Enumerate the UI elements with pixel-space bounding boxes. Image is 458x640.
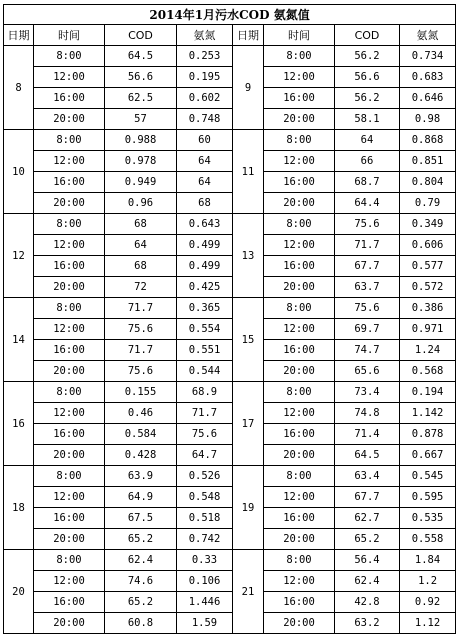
time-cell: 16:00 bbox=[34, 256, 105, 277]
time-cell: 8:00 bbox=[34, 298, 105, 319]
day-cell: 18 bbox=[4, 466, 34, 550]
time-cell: 8:00 bbox=[34, 382, 105, 403]
table-row bbox=[4, 508, 456, 529]
time-cell: 20:00 bbox=[34, 109, 105, 130]
ammonia-cell: 64.7 bbox=[177, 445, 233, 466]
table-row bbox=[4, 235, 456, 256]
ammonia-cell: 0.195 bbox=[177, 67, 233, 88]
header-time-2: 时间 bbox=[264, 25, 335, 46]
ammonia-cell: 0.878 bbox=[400, 424, 456, 445]
cod-cell: 71.7 bbox=[105, 298, 177, 319]
time-cell: 20:00 bbox=[264, 109, 335, 130]
time-cell: 12:00 bbox=[34, 151, 105, 172]
time-cell: 8:00 bbox=[264, 466, 335, 487]
time-cell: 8:00 bbox=[34, 130, 105, 151]
header-cod-2: COD bbox=[335, 25, 400, 46]
cod-cell: 67.7 bbox=[335, 487, 400, 508]
day-cell: 20 bbox=[4, 550, 34, 634]
ammonia-cell: 0.558 bbox=[400, 529, 456, 550]
time-cell: 16:00 bbox=[34, 508, 105, 529]
ammonia-cell: 0.572 bbox=[400, 277, 456, 298]
ammonia-cell: 1.142 bbox=[400, 403, 456, 424]
day-cell: 13 bbox=[233, 214, 264, 298]
cod-cell: 64 bbox=[105, 235, 177, 256]
cod-cell: 63.7 bbox=[335, 277, 400, 298]
cod-cell: 58.1 bbox=[335, 109, 400, 130]
table-title: 2014年1月污水COD 氨氮值 bbox=[4, 5, 456, 25]
ammonia-cell: 0.499 bbox=[177, 235, 233, 256]
time-cell: 16:00 bbox=[34, 172, 105, 193]
cod-cell: 67.5 bbox=[105, 508, 177, 529]
cod-cell: 64.5 bbox=[335, 445, 400, 466]
time-cell: 12:00 bbox=[264, 403, 335, 424]
cod-cell: 71.7 bbox=[105, 340, 177, 361]
ammonia-cell: 1.59 bbox=[177, 613, 233, 634]
time-cell: 12:00 bbox=[264, 319, 335, 340]
cod-cell: 56.6 bbox=[105, 67, 177, 88]
time-cell: 20:00 bbox=[34, 193, 105, 214]
time-cell: 20:00 bbox=[34, 613, 105, 634]
table-row bbox=[4, 319, 456, 340]
time-cell: 12:00 bbox=[264, 67, 335, 88]
ammonia-cell: 0.804 bbox=[400, 172, 456, 193]
time-cell: 12:00 bbox=[264, 571, 335, 592]
cod-cell: 0.46 bbox=[105, 403, 177, 424]
cod-cell: 74.6 bbox=[105, 571, 177, 592]
time-cell: 12:00 bbox=[34, 67, 105, 88]
cod-cell: 63.2 bbox=[335, 613, 400, 634]
time-cell: 12:00 bbox=[264, 235, 335, 256]
cod-cell: 56.2 bbox=[335, 46, 400, 67]
table-row bbox=[4, 403, 456, 424]
header-date-2: 日期 bbox=[233, 25, 264, 46]
day-cell: 21 bbox=[233, 550, 264, 634]
table-row bbox=[4, 424, 456, 445]
cod-cell: 75.6 bbox=[335, 214, 400, 235]
day-cell: 14 bbox=[4, 298, 34, 382]
time-cell: 8:00 bbox=[34, 466, 105, 487]
cod-cell: 68 bbox=[105, 256, 177, 277]
ammonia-cell: 0.425 bbox=[177, 277, 233, 298]
time-cell: 8:00 bbox=[264, 550, 335, 571]
table-row bbox=[4, 340, 456, 361]
time-cell: 8:00 bbox=[264, 46, 335, 67]
time-cell: 20:00 bbox=[34, 277, 105, 298]
table-row bbox=[4, 571, 456, 592]
ammonia-cell: 1.84 bbox=[400, 550, 456, 571]
time-cell: 20:00 bbox=[34, 529, 105, 550]
table-row bbox=[4, 487, 456, 508]
cod-cell: 62.4 bbox=[335, 571, 400, 592]
ammonia-cell: 0.79 bbox=[400, 193, 456, 214]
data-table bbox=[3, 4, 456, 634]
time-cell: 16:00 bbox=[34, 592, 105, 613]
ammonia-cell: 0.646 bbox=[400, 88, 456, 109]
cod-cell: 65.2 bbox=[105, 529, 177, 550]
ammonia-cell: 0.253 bbox=[177, 46, 233, 67]
time-cell: 20:00 bbox=[264, 445, 335, 466]
cod-cell: 69.7 bbox=[335, 319, 400, 340]
cod-cell: 68.7 bbox=[335, 172, 400, 193]
cod-cell: 74.7 bbox=[335, 340, 400, 361]
ammonia-cell: 64 bbox=[177, 172, 233, 193]
cod-cell: 63.9 bbox=[105, 466, 177, 487]
ammonia-cell: 71.7 bbox=[177, 403, 233, 424]
ammonia-cell: 0.667 bbox=[400, 445, 456, 466]
time-cell: 12:00 bbox=[34, 487, 105, 508]
cod-cell: 74.8 bbox=[335, 403, 400, 424]
ammonia-cell: 0.526 bbox=[177, 466, 233, 487]
cod-cell: 75.6 bbox=[105, 361, 177, 382]
time-cell: 8:00 bbox=[264, 298, 335, 319]
day-cell: 10 bbox=[4, 130, 34, 214]
cod-cell: 65.2 bbox=[335, 529, 400, 550]
table-row bbox=[4, 613, 456, 634]
cod-cell: 60.8 bbox=[105, 613, 177, 634]
cod-cell: 75.6 bbox=[105, 319, 177, 340]
cod-cell: 75.6 bbox=[335, 298, 400, 319]
time-cell: 20:00 bbox=[264, 613, 335, 634]
time-cell: 12:00 bbox=[34, 319, 105, 340]
table-row bbox=[4, 88, 456, 109]
ammonia-cell: 0.386 bbox=[400, 298, 456, 319]
ammonia-cell: 0.545 bbox=[400, 466, 456, 487]
cod-cell: 56.6 bbox=[335, 67, 400, 88]
cod-cell: 62.4 bbox=[105, 550, 177, 571]
ammonia-cell: 0.742 bbox=[177, 529, 233, 550]
ammonia-cell: 64 bbox=[177, 151, 233, 172]
header-cod: COD bbox=[105, 25, 177, 46]
time-cell: 16:00 bbox=[264, 424, 335, 445]
ammonia-cell: 0.643 bbox=[177, 214, 233, 235]
cod-cell: 57 bbox=[105, 109, 177, 130]
ammonia-cell: 0.33 bbox=[177, 550, 233, 571]
cod-cell: 42.8 bbox=[335, 592, 400, 613]
time-cell: 12:00 bbox=[34, 403, 105, 424]
day-cell: 17 bbox=[233, 382, 264, 466]
ammonia-cell: 0.554 bbox=[177, 319, 233, 340]
table-row bbox=[4, 109, 456, 130]
time-cell: 8:00 bbox=[34, 46, 105, 67]
cod-cell: 0.949 bbox=[105, 172, 177, 193]
time-cell: 16:00 bbox=[34, 340, 105, 361]
day-cell: 9 bbox=[233, 46, 264, 130]
time-cell: 8:00 bbox=[34, 550, 105, 571]
ammonia-cell: 0.748 bbox=[177, 109, 233, 130]
table-row bbox=[4, 46, 456, 67]
ammonia-cell: 0.349 bbox=[400, 214, 456, 235]
cod-cell: 71.7 bbox=[335, 235, 400, 256]
ammonia-cell: 0.518 bbox=[177, 508, 233, 529]
time-cell: 12:00 bbox=[264, 487, 335, 508]
day-cell: 16 bbox=[4, 382, 34, 466]
cod-cell: 0.155 bbox=[105, 382, 177, 403]
table-row bbox=[4, 466, 456, 487]
header-date: 日期 bbox=[4, 25, 34, 46]
cod-cell: 0.988 bbox=[105, 130, 177, 151]
time-cell: 8:00 bbox=[34, 214, 105, 235]
time-cell: 8:00 bbox=[264, 382, 335, 403]
ammonia-cell: 0.606 bbox=[400, 235, 456, 256]
cod-cell: 56.4 bbox=[335, 550, 400, 571]
day-cell: 11 bbox=[233, 130, 264, 214]
table-row bbox=[4, 214, 456, 235]
table-row bbox=[4, 445, 456, 466]
table-row bbox=[4, 67, 456, 88]
day-cell: 15 bbox=[233, 298, 264, 382]
ammonia-cell: 0.499 bbox=[177, 256, 233, 277]
cod-cell: 64.5 bbox=[105, 46, 177, 67]
ammonia-cell: 0.602 bbox=[177, 88, 233, 109]
table-row bbox=[4, 361, 456, 382]
ammonia-cell: 0.365 bbox=[177, 298, 233, 319]
ammonia-cell: 1.446 bbox=[177, 592, 233, 613]
day-cell: 12 bbox=[4, 214, 34, 298]
ammonia-cell: 0.568 bbox=[400, 361, 456, 382]
ammonia-cell: 0.98 bbox=[400, 109, 456, 130]
time-cell: 12:00 bbox=[34, 235, 105, 256]
ammonia-cell: 0.868 bbox=[400, 130, 456, 151]
ammonia-cell: 0.548 bbox=[177, 487, 233, 508]
ammonia-cell: 0.851 bbox=[400, 151, 456, 172]
day-cell: 19 bbox=[233, 466, 264, 550]
cod-cell: 62.7 bbox=[335, 508, 400, 529]
header-ammonia-2: 氨氮 bbox=[400, 25, 456, 46]
ammonia-cell: 75.6 bbox=[177, 424, 233, 445]
ammonia-cell: 0.577 bbox=[400, 256, 456, 277]
time-cell: 20:00 bbox=[264, 529, 335, 550]
time-cell: 16:00 bbox=[264, 172, 335, 193]
ammonia-cell: 0.535 bbox=[400, 508, 456, 529]
cod-cell: 64 bbox=[335, 130, 400, 151]
table-row bbox=[4, 193, 456, 214]
table-row bbox=[4, 529, 456, 550]
ammonia-cell: 0.595 bbox=[400, 487, 456, 508]
cod-cell: 67.7 bbox=[335, 256, 400, 277]
ammonia-cell: 1.24 bbox=[400, 340, 456, 361]
table-row bbox=[4, 550, 456, 571]
table-row bbox=[4, 172, 456, 193]
header-row bbox=[4, 25, 456, 46]
time-cell: 20:00 bbox=[264, 277, 335, 298]
time-cell: 16:00 bbox=[264, 88, 335, 109]
table-row bbox=[4, 298, 456, 319]
cod-cell: 0.978 bbox=[105, 151, 177, 172]
time-cell: 8:00 bbox=[264, 214, 335, 235]
cod-cell: 65.2 bbox=[105, 592, 177, 613]
cod-cell: 66 bbox=[335, 151, 400, 172]
time-cell: 16:00 bbox=[34, 88, 105, 109]
cod-cell: 0.428 bbox=[105, 445, 177, 466]
time-cell: 12:00 bbox=[264, 151, 335, 172]
table-row bbox=[4, 277, 456, 298]
cod-cell: 72 bbox=[105, 277, 177, 298]
ammonia-cell: 68 bbox=[177, 193, 233, 214]
time-cell: 16:00 bbox=[264, 592, 335, 613]
ammonia-cell: 0.683 bbox=[400, 67, 456, 88]
ammonia-cell: 0.92 bbox=[400, 592, 456, 613]
cod-cell: 71.4 bbox=[335, 424, 400, 445]
ammonia-cell: 68.9 bbox=[177, 382, 233, 403]
cod-cell: 68 bbox=[105, 214, 177, 235]
ammonia-cell: 0.544 bbox=[177, 361, 233, 382]
ammonia-cell: 0.971 bbox=[400, 319, 456, 340]
cod-cell: 64.9 bbox=[105, 487, 177, 508]
title-row bbox=[4, 5, 456, 25]
ammonia-cell: 0.734 bbox=[400, 46, 456, 67]
table-row bbox=[4, 130, 456, 151]
cod-cell: 63.4 bbox=[335, 466, 400, 487]
day-cell: 8 bbox=[4, 46, 34, 130]
time-cell: 8:00 bbox=[264, 130, 335, 151]
table-row bbox=[4, 151, 456, 172]
table-row bbox=[4, 256, 456, 277]
table-row bbox=[4, 382, 456, 403]
time-cell: 20:00 bbox=[34, 361, 105, 382]
header-time: 时间 bbox=[34, 25, 105, 46]
cod-cell: 73.4 bbox=[335, 382, 400, 403]
ammonia-cell: 0.106 bbox=[177, 571, 233, 592]
time-cell: 16:00 bbox=[34, 424, 105, 445]
time-cell: 20:00 bbox=[34, 445, 105, 466]
header-ammonia: 氨氮 bbox=[177, 25, 233, 46]
time-cell: 16:00 bbox=[264, 256, 335, 277]
ammonia-cell: 0.551 bbox=[177, 340, 233, 361]
time-cell: 16:00 bbox=[264, 508, 335, 529]
ammonia-cell: 1.2 bbox=[400, 571, 456, 592]
time-cell: 20:00 bbox=[264, 193, 335, 214]
time-cell: 16:00 bbox=[264, 340, 335, 361]
cod-cell: 56.2 bbox=[335, 88, 400, 109]
table-row bbox=[4, 592, 456, 613]
ammonia-cell: 0.194 bbox=[400, 382, 456, 403]
cod-cell: 0.584 bbox=[105, 424, 177, 445]
cod-cell: 62.5 bbox=[105, 88, 177, 109]
cod-cell: 65.6 bbox=[335, 361, 400, 382]
cod-cell: 64.4 bbox=[335, 193, 400, 214]
cod-cell: 0.96 bbox=[105, 193, 177, 214]
ammonia-cell: 1.12 bbox=[400, 613, 456, 634]
ammonia-cell: 60 bbox=[177, 130, 233, 151]
time-cell: 20:00 bbox=[264, 361, 335, 382]
time-cell: 12:00 bbox=[34, 571, 105, 592]
